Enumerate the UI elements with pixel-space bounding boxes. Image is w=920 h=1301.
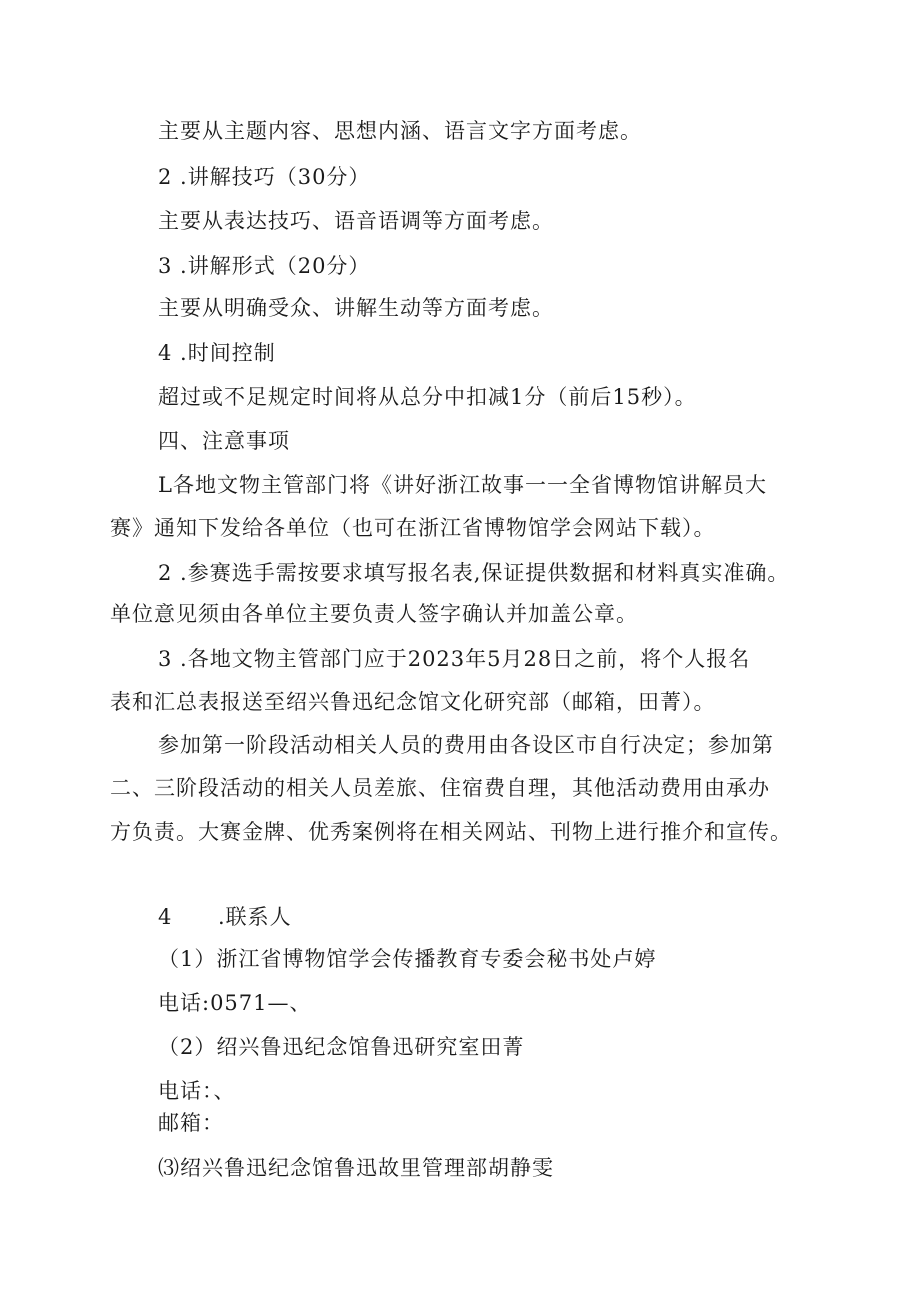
expense-line-3: 方负责。大赛金牌、优秀案例将在相关网站、刊物上进行推介和宣传。 [110,820,792,844]
contact-heading [0,904,920,930]
contact-item-2: （2）绍兴鲁迅纪念馆鲁迅研究室田菁 [158,1035,525,1059]
criteria-content-text: 主要从主题内容、思想内涵、语言文字方面考虑。 [158,119,642,143]
section-4-heading: 四、注意事项 [158,429,290,453]
contact-phone-1: 电话:0571—、 [158,991,312,1015]
notice-3-line-2: 表和汇总表报送至绍兴鲁迅纪念馆文化研究部（邮箱，田菁）。 [110,690,716,714]
notice-2-line-1: 2 .参赛选手需按要求填写报名表,保证提供数据和材料真实准确。 [158,561,790,585]
notice-1-line-1: L各地文物主管部门将《讲好浙江故事一一全省博物馆讲解员大 [158,473,767,497]
contact-title: .联系人 [218,905,292,929]
contact-number: 4 [158,905,173,929]
criteria-2-text: 主要从表达技巧、语音语调等方面考虑。 [158,209,554,233]
contact-item-3: ⑶绍兴鲁迅纪念馆鲁迅故里管理部胡静雯 [158,1156,554,1180]
notice-3-line-1: 3 .各地文物主管部门应于2023年5月28日之前，将个人报名 [158,647,751,671]
expense-line-1: 参加第一阶段活动相关人员的费用由各设区市自行决定；参加第 [158,733,774,757]
criteria-2-heading: 2 .讲解技巧（30分） [158,165,371,189]
expense-line-2: 二、三阶段活动的相关人员差旅、住宿费自理，其他活动费用由承办 [110,776,770,800]
criteria-4-text: 超过或不足规定时间将从总分中扣减1分（前后15秒）。 [158,385,697,409]
notice-1-line-2: 赛》通知下发给各单位（也可在浙江省博物馆学会网站下载）。 [110,516,716,540]
contact-phone-2: 电话：、 [158,1079,236,1103]
criteria-4-heading: 4 .时间控制 [158,341,276,365]
contact-email-2: 邮箱： [158,1111,224,1135]
criteria-3-heading: 3 .讲解形式（20分） [158,254,371,278]
contact-item-1: （1）浙江省博物馆学会传播教育专委会秘书处卢婷 [158,947,657,971]
criteria-3-text: 主要从明确受众、讲解生动等方面考虑。 [158,296,554,320]
notice-2-line-2: 单位意见须由各单位主要负责人签字确认并加盖公章。 [110,602,638,626]
